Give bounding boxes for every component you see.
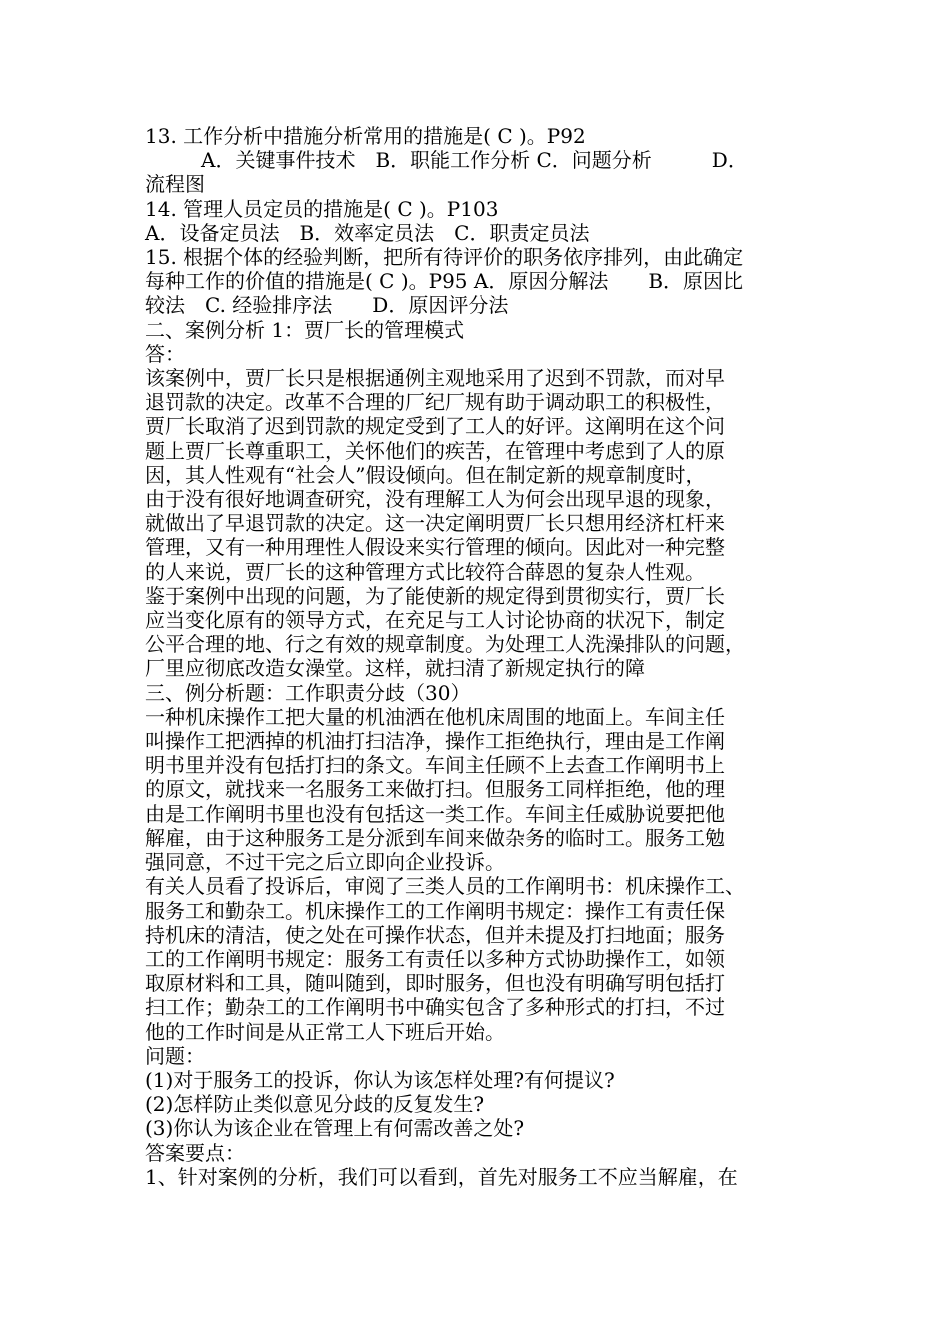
text-line: 由于没有很好地调查研究，没有理解工人为何会出现早退的现象，	[145, 487, 725, 512]
text-line: 厂里应彻底改造女澡堂。这样，就扫清了新规定执行的障	[145, 656, 645, 681]
text-line: 明书里并没有包括打扫的条文。车间主任顾不上去查工作阐明书上	[145, 753, 725, 778]
text-line: 的人来说，贾厂长的这种管理方式比较符合薛恩的复杂人性观。	[145, 559, 705, 584]
text-line: 因，其人性观有“社会人”假设倾向。但在制定新的规章制度时，	[145, 462, 706, 487]
text-line: 15. 根据个体的经验判断，把所有待评价的职务依序排列，由此确定	[145, 245, 744, 270]
text-line: 题上贾厂长尊重职工，关怀他们的疾苦，在管理中考虑到了人的原	[145, 438, 725, 463]
text-line: 该案例中，贾厂长只是根据通例主观地采用了迟到不罚款，而对早	[145, 366, 725, 391]
text-line: 强同意，不过干完之后立即向企业投诉。	[145, 850, 505, 875]
text-line: (1)对于服务工的投诉，你认为该怎样处理?有何提议?	[145, 1067, 615, 1092]
text-line: 应当变化原有的领导方式，在充足与工人讨论协商的状况下，制定	[145, 608, 725, 633]
text-line: 贾厂长取消了迟到罚款的规定受到了工人的好评。这阐明在这个问	[145, 414, 725, 439]
text-line: 叫操作工把洒掉的机油打扫洁净，操作工拒绝执行，理由是工作阐	[145, 729, 725, 754]
text-line: 有关人员看了投诉后，审阅了三类人员的工作阐明书：机床操作工、	[145, 874, 745, 899]
text-line: 的原文，就找来一名服务工来做打扫。但服务工同样拒绝，他的理	[145, 777, 725, 802]
text-line: 持机床的清洁，使之处在可操作状态，但并未提及打扫地面；服务	[145, 922, 725, 947]
text-line: 服务工和勤杂工。机床操作工的工作阐明书规定：操作工有责任保	[145, 898, 725, 923]
text-line: 流程图	[145, 172, 205, 197]
text-line: 取原材料和工具，随叫随到，即时服务，但也没有明确写明包括打	[145, 971, 725, 996]
text-line: 较法 C. 经验排序法 D．原因评分法	[145, 293, 509, 318]
text-line: 一种机床操作工把大量的机油洒在他机床周围的地面上。车间主任	[145, 704, 725, 729]
text-line: 1、针对案例的分析，我们可以看到，首先对服务工不应当解雇，在	[145, 1164, 738, 1189]
text-line: 二、案例分析 1：贾厂长的管理模式	[145, 317, 465, 342]
text-line: 解雇，由于这种服务工是分派到车间来做杂务的临时工。服务工勉	[145, 825, 725, 850]
text-line: 每种工作的价值的措施是( C )。P95 A．原因分解法 B．原因比	[145, 269, 744, 294]
text-line: 鉴于案例中出现的问题，为了能使新的规定得到贯彻实行，贾厂长	[145, 583, 725, 608]
text-line: 公平合理的地、行之有效的规章制度。为处理工人洗澡排队的问题，	[145, 632, 745, 657]
text-line: 问题：	[145, 1043, 205, 1068]
text-line: 工的工作阐明书规定：服务工有责任以多种方式协助操作工，如领	[145, 946, 725, 971]
text-line: 答：	[145, 341, 185, 366]
text-line: A．关键事件技术 B．职能工作分析 C．问题分析 D．	[201, 148, 748, 173]
text-line: 三、例分析题：工作职责分歧（30）	[145, 680, 471, 705]
text-line: 由是工作阐明书里也没有包括这一类工作。车间主任威胁说要把他	[145, 801, 725, 826]
text-line: 扫工作；勤杂工的工作阐明书中确实包含了多种形式的打扫，不过	[145, 995, 725, 1020]
text-line: A．设备定员法 B．效率定员法 C．职责定员法	[145, 220, 590, 245]
text-line: 管理，又有一种用理性人假设来实行管理的倾向。因此对一种完整	[145, 535, 725, 560]
text-line: 14. 管理人员定员的措施是( C )。P103	[145, 196, 499, 221]
text-line: (2)怎样防止类似意见分歧的反复发生?	[145, 1092, 485, 1117]
text-line: (3)你认为该企业在管理上有何需改善之处?	[145, 1116, 525, 1141]
text-line: 就做出了早退罚款的决定。这一决定阐明贾厂长只想用经济杠杆来	[145, 511, 725, 536]
document-body	[145, 124, 820, 1189]
text-line: 13. 工作分析中措施分析常用的措施是( C )。P92	[145, 124, 586, 148]
text-line: 他的工作时间是从正常工人下班后开始。	[145, 1019, 505, 1044]
text-line: 退罚款的决定。改革不合理的厂纪厂规有助于调动职工的积极性，	[145, 390, 725, 415]
text-line: 答案要点：	[145, 1140, 245, 1165]
